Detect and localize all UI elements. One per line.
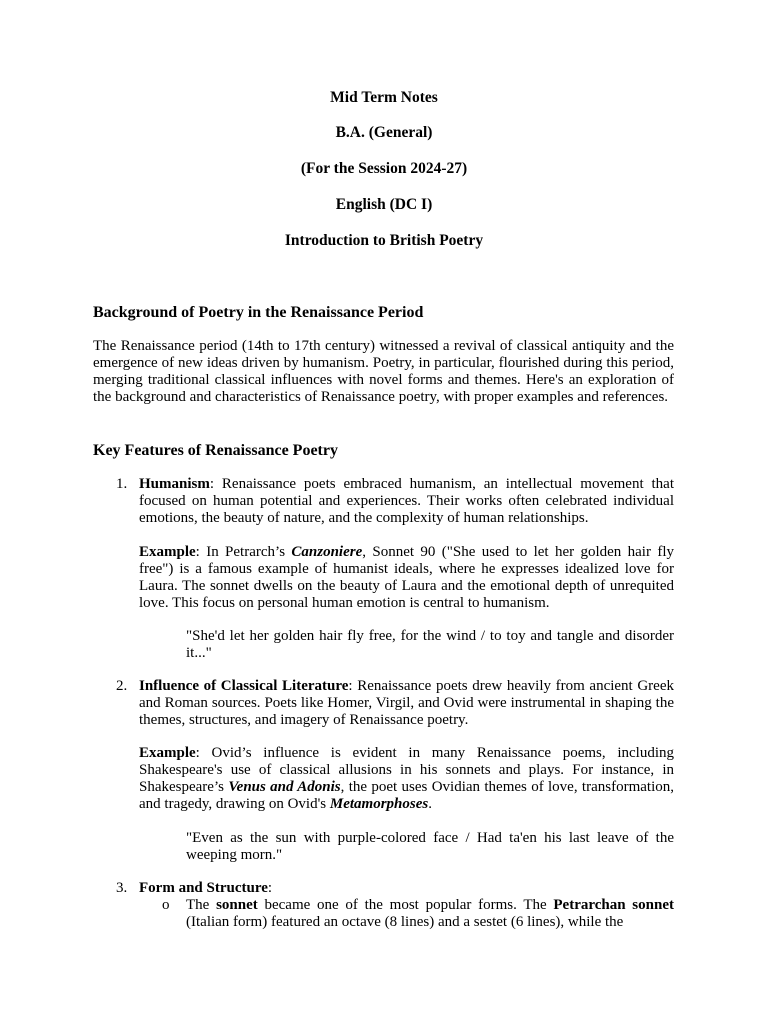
term-classical-literature: Influence of Classical Literature	[139, 678, 349, 694]
list-number: 3.	[116, 880, 128, 896]
list-item-form-structure: Form and Structure:	[139, 880, 273, 896]
list-item-humanism	[139, 476, 674, 527]
bullet-icon: o	[162, 897, 170, 913]
term-sonnet: sonnet	[216, 897, 258, 913]
example-label: Example	[139, 745, 196, 761]
doc-subject: English (DC I)	[335, 196, 433, 213]
quote-petrarch: "She'd let her golden hair fly free, for the wind / to toy and tangle and disorder it..."	[186, 628, 674, 661]
sub-item-sonnet: The sonnet became one of the most popular forms. The Petrarchan sonnet (Italian form) featured an octave (8 lines) and a sestet (6 lines), while the	[186, 897, 674, 930]
example-classical: Example: Ovid’s influence is evident in many Renaissance poems, including Shakespeare's use of classical allusions in his sonnets and plays. For instance, in Shakespeare’s Venus and Adonis, the poet uses Ovidian themes of love, transformation, and tragedy, drawing on Ovid's Metamorphoses.	[139, 745, 674, 812]
doc-paper-title: Introduction to British Poetry	[284, 232, 484, 249]
work-title-venus-adonis: Venus and Adonis	[228, 779, 341, 795]
intro-paragraph: The Renaissance period (14th to 17th century) witnessed a revival of classical antiquity and the emergence of new ideas driven by humanism. Poetry, in particular, flourished during this period, merging traditional classical influences with novel forms and themes. Here's an exploration of the background and characteristics of Renaissance poetry, with proper examples and references.	[93, 338, 674, 405]
work-title-metamorphoses: Metamorphoses	[329, 796, 429, 812]
doc-session: (For the Session 2024-27)	[300, 160, 468, 177]
term-petrarchan-sonnet: Petrarchan sonnet	[553, 897, 674, 913]
term-humanism: Humanism	[139, 476, 210, 492]
section-heading-background: Background of Poetry in the Renaissance Period	[93, 304, 424, 321]
classical-text: : Renaissance poets drew heavily from ancient Greek and Roman sources. Poets like Homer, Virgil, and Ovid were instrumental in shaping the themes, structures, and imagery of Renaissance poetry.	[139, 678, 674, 728]
list-number: 1.	[116, 476, 128, 492]
doc-title: Mid Term Notes	[330, 89, 438, 106]
example-humanism: Example: In Petrarch’s Canzoniere, Sonnet 90 ("She used to let her golden hair fly free") is a famous example of humanist ideals, where he expresses idealized love for Laura. The sonnet dwells on the beauty of Laura and the emotional depth of unrequited love. This focus on personal human emotion is central to humanism.	[139, 544, 674, 611]
humanism-text: : Renaissance poets embraced humanism, an intellectual movement that focused on human potential and experiences. Their works often celebrated individual emotions, the beauty of nature, and the complexity of human relationships.	[139, 476, 674, 526]
section-heading-key-features: Key Features of Renaissance Poetry	[93, 442, 338, 459]
list-item-classical-literature	[139, 678, 674, 729]
work-title-canzoniere: Canzoniere	[291, 544, 363, 560]
example-label: Example	[139, 544, 196, 560]
doc-course: B.A. (General)	[335, 124, 433, 141]
quote-shakespeare: "Even as the sun with purple-colored face / Had ta'en his last leave of the weeping morn."	[186, 830, 674, 863]
list-number: 2.	[116, 678, 128, 694]
term-form-structure: Form and Structure	[139, 880, 268, 896]
